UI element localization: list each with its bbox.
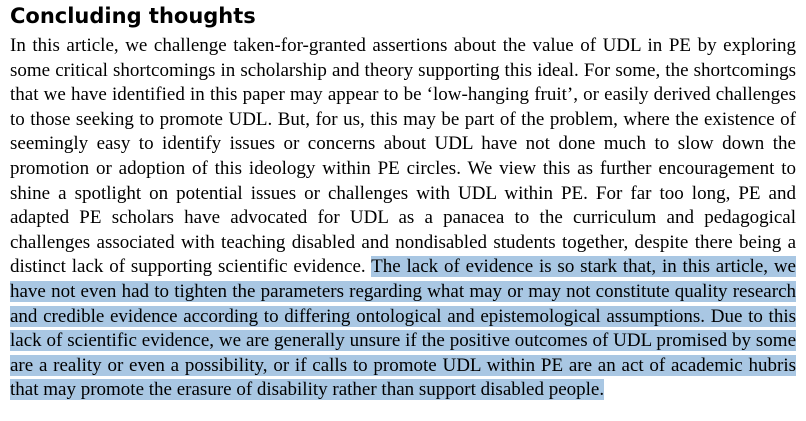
- highlighted-text[interactable]: The lack of evidence is so stark that, in this article, we have not even had to tighten the parameters regarding what may or may not constitute quality research and credible evidence according to differing ontological and epistemological assumptions. Due to this lack of scientific evidence, we are generally unsure if the positive outcomes of UDL promised by some are a reality or even a possibility, or if calls to promote UDL within PE are an act of academic hubris that may promote the erasure of disability rather than support disabled people.: [10, 256, 796, 401]
- paragraph-text: In this article, we challenge taken-for-granted assertions about the value of UDL in PE by exploring some critical shortcomings in scholarship and theory supporting this ideal. For some, the shortcomings that we have identified in this paper may appear to be ‘low-hanging fruit’, or easily derived challenges to those seeking to promote UDL. But, for us, this may be part of the problem, where the existence of seemingly easy to identify issues or concerns about UDL have not done much to slow down the promotion or adoption of this ideology within PE circles. We view this as further encouragement to shine a spotlight on potential issues or challenges with UDL within PE. For far too long, PE and adapted PE scholars have advocated for UDL as a panacea to the curriculum and pedagogical challenges associated with teaching disabled and nondisabled students together, despite there being a distinct lack of supporting scientific evidence.: [10, 35, 796, 278]
- body-paragraph: [10, 34, 796, 403]
- section-heading: Concluding thoughts: [10, 4, 256, 28]
